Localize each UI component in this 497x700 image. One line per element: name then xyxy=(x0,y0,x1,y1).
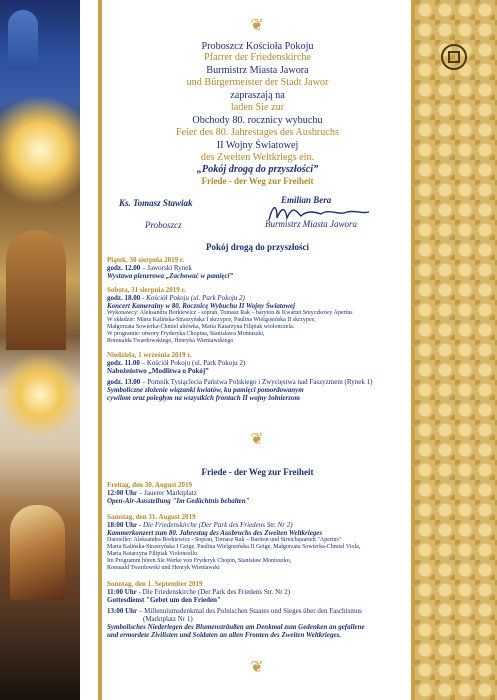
chandelier-glow-lower xyxy=(0,350,80,440)
header-line-7: Obchody 80. rocznicy wybuchu xyxy=(192,115,323,126)
de-day3-event: Gottesdienst "Gebet um den Frieden" xyxy=(107,596,221,604)
pl-day2-performers: Wykonawcy: Aleksandra Borkiewicz - sopran, Tomasz Rak – baryton & Kwartet Smyczkowy Apertus xyxy=(107,310,353,316)
de-day2-composition-2: Maria Katarzyna Filipiak Violoncello. xyxy=(107,551,199,557)
pl-day3-time2: godz. 13.00 xyxy=(107,378,141,386)
pl-day3-place2: – Pomnik Tysiąclecia Państwa Polskiego i Zwycięstwa nad Faszyzmem (Rynek 1) xyxy=(140,378,373,386)
de-day3-event2a: Symbolisches Niederlegen des Blumensträußen am Denkmal zum Gedenken an gefallene xyxy=(107,623,365,631)
altar-arch xyxy=(6,230,66,350)
pl-day2-composition-2: Małgorzata Sowierka-Chmiel altówka, Maria Katarzyna Filipiak wiolonczela. xyxy=(107,324,295,330)
invitation-content xyxy=(105,0,410,700)
signature-left-name: Ks. Tomasz Stawiak xyxy=(119,198,193,208)
signature-right-name: Emilian Bera xyxy=(281,195,332,205)
pl-day3-event2a: Symboliczne złożenie wiązanki kwiatów, ku pamięci pomordowanym xyxy=(107,386,304,394)
pl-day2-time: godz. 18.00 xyxy=(107,294,141,302)
gold-pattern-panel xyxy=(415,0,497,700)
de-day3-event2b: und ermordete Zivilisten und Soldaten an allen Fronten des Zweiten Weltkrieges. xyxy=(107,631,342,639)
de-day2-composition-1: Marta Kalińska-Straszyńska I Geige, Paulina Wielgosińska II Geige, Małgorzata Sowierka-Chmiel Viola, xyxy=(107,544,361,550)
header-line-6: laden Sie zur xyxy=(230,102,285,113)
pl-day3-date: Niedziela, 1 września 2019 r. xyxy=(107,351,192,359)
header-line-5: zapraszają na xyxy=(230,90,285,101)
pl-day1-place: – Jaworski Rynek xyxy=(140,264,192,272)
polish-program xyxy=(107,256,410,402)
de-day1-place: – Jauerer Marktplatz xyxy=(137,489,197,497)
header-line-10: des Zweiten Weltkriegs ein. xyxy=(200,152,315,163)
de-day2-place: - Die Friedenskirche (Der Park des Friedens Str. Nr 2) xyxy=(137,521,293,529)
pl-day2-event: Koncert Kameralny w 80. Rocznicę Wybuchu II Wojny Światowej xyxy=(107,302,296,310)
pl-day1-event: Wystawa plenerowa „Zachować w pamięci” xyxy=(107,272,233,280)
gold-border-left xyxy=(98,0,102,700)
pl-day3-time: godz. 11.00 xyxy=(107,359,140,367)
pl-day2-place: - Kościół Pokoju (ul. Park Pokoju 2) xyxy=(140,294,245,302)
pl-day3-event2b: cywilom oraz poległym na wszystkich frontach II wojny żołnierzom xyxy=(107,394,300,402)
ornament-bottom-icon: ❦ xyxy=(250,659,264,676)
chandelier-glow xyxy=(0,90,80,210)
pl-day1-date: Piątek, 30 sierpnia 2019 r. xyxy=(107,256,185,264)
de-day3-date: Sonntag, den 1. September 2019 xyxy=(107,580,203,588)
de-day2-program-2: Romuald Twardowski und Henryk Wieniawski xyxy=(107,565,220,571)
de-day3-time: 11:00 Uhr xyxy=(107,588,137,596)
de-day1-time: 12:00 Uhr xyxy=(107,489,138,497)
header-line-4: und Bürgermeister der Stadt Jawor xyxy=(186,77,329,88)
german-program xyxy=(107,481,410,639)
ornament-middle-icon: ❦ xyxy=(250,431,264,448)
stained-glass-window xyxy=(8,10,38,70)
de-day2-time: 18:00 Uhr xyxy=(107,521,138,529)
unesco-heritage-logo xyxy=(441,44,467,70)
de-day2-event: Kammerkonzert zum 80. Jahrestag des Ausbruchs des Zweiten Weltkrieges xyxy=(107,529,323,537)
pl-day2-date: Sobota, 31 sierpnia 2019 r. xyxy=(107,286,186,294)
de-day1-event: Open-Air-Ausstellung "Im Gedächtnis behalten" xyxy=(107,497,250,505)
header-line-8: Feier des 80. Jahrestages des Ausbruchs xyxy=(176,127,339,138)
pl-day2-program-1: W programie: utwory Fryderyka Chopina, Stanisława Moniuszki, xyxy=(107,331,265,337)
header-line-2: Pfarrer der Friedenskirche xyxy=(204,52,311,63)
title-polish: „Pokój drogą do przyszłości” xyxy=(196,164,319,175)
de-day3-place2a: – Millenniumsdenkmal des Polnischen Staates und Sieges über den Faschismus xyxy=(137,607,362,615)
header-line-3: Burmistrz Miasta Jawora xyxy=(206,65,309,76)
pl-day3-event: Nabożeństwo „Modlitwa o Pokój” xyxy=(107,367,209,375)
header-line-1: Proboszcz Kościoła Pokoju xyxy=(201,41,314,52)
pl-day3-place: – Kościół Pokoju (ul. Park Pokoju 2) xyxy=(139,359,246,367)
signature-left-role: Proboszcz xyxy=(145,220,182,230)
ornament-icon: ❦ xyxy=(250,17,264,34)
polish-program-heading: Pokój drogą do przyszłości xyxy=(205,242,310,252)
pl-day2-composition-1: W składzie: Marta Kalińska-Straszyńska I skrzypce, Paulina Wielgosińska II skrzypce, xyxy=(107,317,316,323)
german-program-heading: Friede - der Weg zur Freiheit xyxy=(201,467,314,477)
pl-day1-time: godz. 12.00 xyxy=(107,264,141,272)
title-german: Friede - der Weg zur Freiheit xyxy=(201,176,314,186)
de-day1-date: Freitag, den 30. August 2019 xyxy=(107,481,193,489)
altar-painting xyxy=(10,505,65,600)
de-day3-place: - Die Friedenskirche (Der Park des Friedens Str. Nr 2) xyxy=(136,588,291,596)
signature-right-role: Burmistrz Miasta Jawora xyxy=(265,219,358,229)
de-day2-performers: Darsteller: Aleksandra Borkiewicz - Sopran, Tomasz Rak – Bariton und Streichquartett "Apertus" xyxy=(107,537,342,543)
de-day2-date: Samstag, den 31. August 2019 xyxy=(107,513,196,521)
de-day2-program-1: Im Programm hören Sie Werke von Fryderyk Chopin, Stanisław Moniuszko, xyxy=(107,558,292,564)
church-interior-photo xyxy=(0,0,80,700)
de-day3-place2b: (Marktplatz Nr 1) xyxy=(143,615,193,623)
header-line-9: II Wojny Światowej xyxy=(216,140,299,151)
de-day3-time2: 13:00 Uhr xyxy=(107,607,138,615)
pl-day2-program-2: Romualda Twardowskiego, Henryka Wieniawskiego xyxy=(107,338,234,344)
